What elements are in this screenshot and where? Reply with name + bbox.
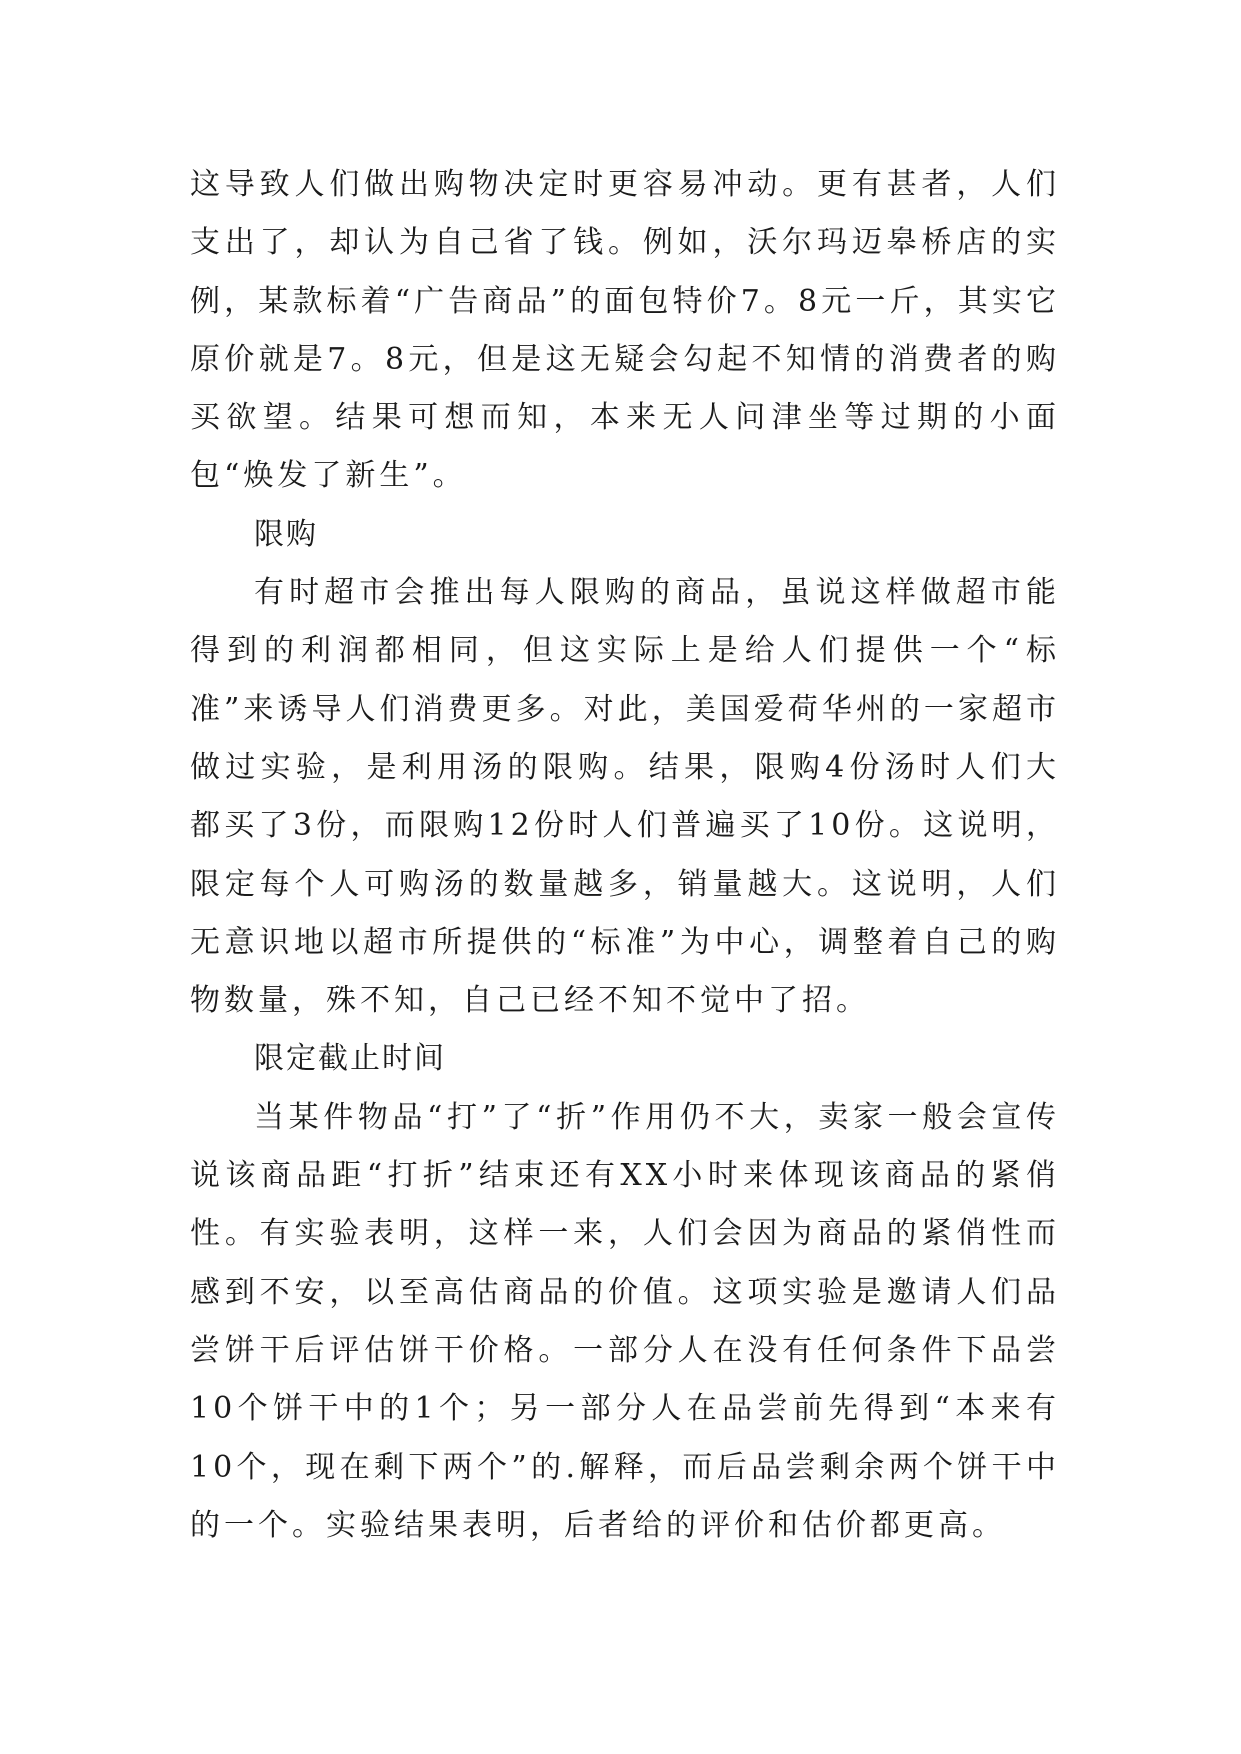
paragraph-purchase-limit: 有时超市会推出每人限购的商品，虽说这样做超市能得到的利润都相同，但这实际上是给人们提供一个“标准”来诱导人们消费更多。对此，美国爱荷华州的一家超市做过实验，是利用汤的限购。结果，限购4份汤时人们大都买了3份，而限购12份时人们普遍买了10份。这说明，限定每个人可购汤的数量越多，销量越大。这说明，人们无意识地以超市所提供的“标准”为中心，调整着自己的购物数量，殊不知，自己已经不知不觉中了招。 (190, 575, 1060, 1019)
document-page (190, 156, 1060, 1555)
paragraph-continuation: 这导致人们做出购物决定时更容易冲动。更有甚者，人们支出了，却认为自己省了钱。例如，沃尔玛迈皋桥店的实例，某款标着“广告商品”的面包特价7。8元一斤，其实它原价就是7。8元，但是这无疑会勾起不知情的消费者的购买欲望。结果可想而知，本来无人问津坐等过期的小面包“焕发了新生”。 (190, 167, 1060, 494)
section-heading-purchase-limit: 限购 (254, 516, 318, 552)
paragraph-deadline: 当某件物品“打”了“折”作用仍不大，卖家一般会宣传说该商品距“打折”结束还有XX小时来体现该商品的紧俏性。有实验表明，这样一来，人们会因为商品的紧俏性而感到不安，以至高估商品的价值。这项实验是邀请人们品尝饼干后评估饼干价格。一部分人在没有任何条件下品尝10个饼干中的1个；另一部分人在品尝前先得到“本来有10个，现在剩下两个”的.解释，而后品尝剩余两个饼干中的一个。实验结果表明，后者给的评价和估价都更高。 (190, 1099, 1060, 1543)
section-heading-deadline: 限定截止时间 (254, 1041, 446, 1077)
